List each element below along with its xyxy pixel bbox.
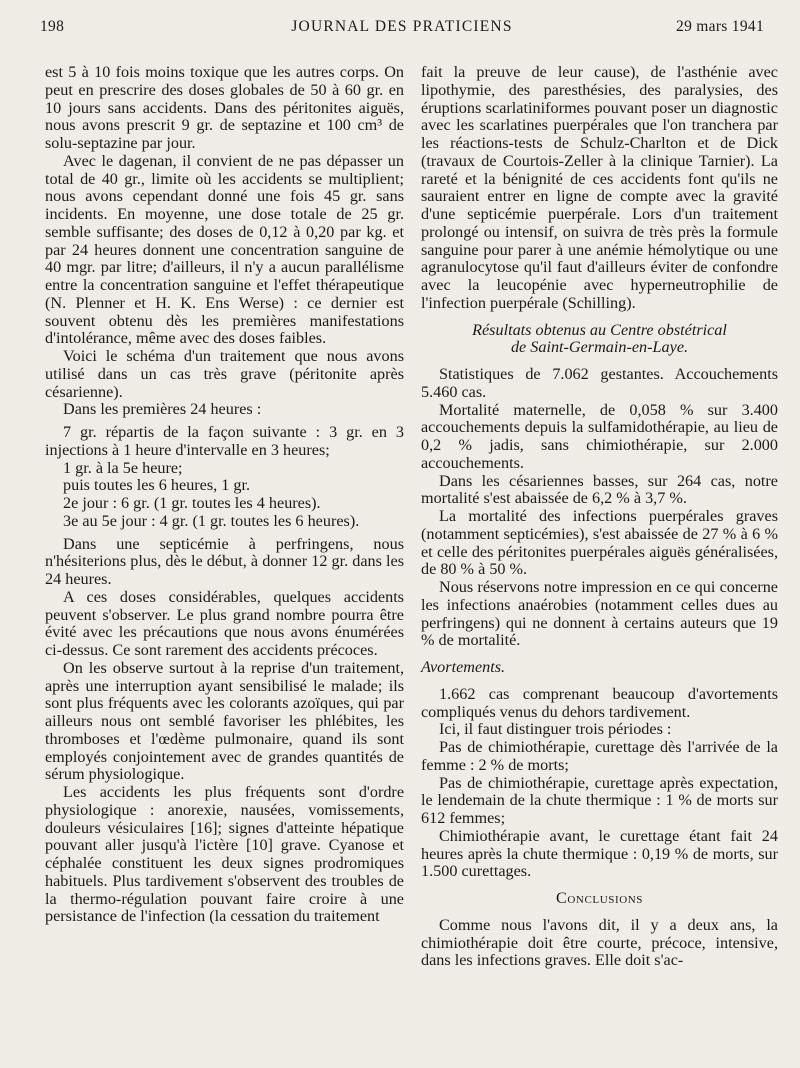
treatment-schedule	[45, 424, 404, 531]
section-heading-results: Résultats obtenus au Centre obstétrical	[472, 320, 727, 339]
paragraph: Pas de chimiothérapie, curettage dès l'arrivée de la femme : 2 % de morts;	[421, 738, 778, 774]
paragraph: A ces doses considérables, quelques accidents peuvent s'observer. Le plus grand nombre pourra être évité avec les précautions que nous avons énumérées ci-dessus. Ce sont rarement des accidents précoces.	[45, 587, 404, 659]
paragraph: Voici le schéma d'un traitement que nous avons utilisé dans un cas très grave (péritonite après césarienne).	[45, 347, 404, 401]
paragraph: Dans les césariennes basses, sur 264 cas, notre mortalité s'est abaissée de 6,2 % à 3,7 %.	[421, 471, 778, 508]
page-header	[40, 18, 764, 44]
paragraph: fait la preuve de leur cause), de l'asthénie avec lipothymie, des paresthésies, des paralysies, des éruptions scarlatiniformes pouvant poser un diagnostic avec les scarlatines puerpérales que l'on tranchera par les réactions-tests de Schulz-Charlton et de Dick (travaux de Courtois-Zeller à la clinique Tarnier). La rareté et la bénignité de ces accidents font qu'ils ne sauraient entrer en ligne de compte avec la gravité d'une septicémie puerpérale. Lors d'un traitement prolongé ou intensif, on suivra de très près la formule sanguine pour parer à une anémie hémolytique ou une agranulocytose qu'il faut d'ailleurs éviter de confondre avec la leucopénie avec hyperneutrophilie de l'infection puerpérale (Schilling).	[421, 63, 778, 312]
paragraph: La mortalité des infections puerpérales graves (notamment septicémies), s'est abaissée de 27 % à 6 % et celle des péritonites puerpérales aiguës généralisées, de 80 % à 50 %.	[421, 507, 778, 579]
paragraph: Dans les premières 24 heures :	[63, 400, 262, 419]
paragraph: Les accidents les plus fréquents sont d'ordre physiologique : anorexie, nausées, vomissements, douleurs vésiculaires [16]; signes d'atteinte hépatique pouvant aller jusqu'à l'ictère [10] grave. Cyanose et céphalée constituent les deux signes prodromiques habituels. Plus tardivement s'observent des troubles de la thermo-régulation pouvant faire croire à une persistance de l'infection (la cessation du traitement	[45, 783, 404, 926]
paragraph: Mortalité maternelle, de 0,058 % sur 3.400 accouchements depuis la sulfamidothérapie, au lieu de 0,2 % jadis, sans chimiothérapie, sur 2.000 accouchements.	[421, 400, 778, 472]
paragraph: Nous réservons notre impression en ce qui concerne les infections anaérobies (notamment celles dues au perfringens) qui ne donnent à certains auteurs que 19 % de mortalité.	[421, 578, 778, 650]
list-item: 2e jour : 6 gr. (1 gr. toutes les 4 heures).	[63, 494, 321, 512]
paragraph: Comme nous l'avons dit, il y a deux ans, la chimiothérapie doit être courte, précoce, intensive, dans les infections graves. Elle doit s'ac-	[421, 915, 778, 970]
paragraph: Dans une septicémie à perfringens, nous n'hésiterions plus, dès le début, à donner 12 gr. dans les 24 heures.	[45, 534, 404, 588]
list-item: puis toutes les 6 heures, 1 gr.	[63, 476, 251, 495]
section-heading-conclusions: Conclusions	[555, 889, 644, 907]
section-heading-abortions: Avortements.	[421, 658, 506, 676]
list-item: 1 gr. à la 5e heure;	[63, 458, 183, 477]
paragraph: Avec le dagenan, il convient de ne pas dépasser un total de 40 gr., limite où les accidents se multiplient; nous avons cependant donné une fois 45 gr. sans incidents. En moyenne, une dose totale de 25 gr. semble suffisante; des doses de 0,12 à 0,20 par kg. et par 24 heures donnent une concentration sanguine de 40 mgr. par litre; d'ailleurs, il n'y a aucun parallélisme entre la concentration sanguine et l'effet thérapeutique (N. Plenner et H. K. Ens Werse) : ce dernier est souvent obtenu dès les premières manifestations d'intolérance, même avec des doses faibles.	[45, 151, 404, 348]
issue-date: 29 mars 1941	[676, 18, 764, 35]
paragraph: Chimiothérapie avant, le curettage étant fait 24 heures après la chute thermique : 0,19 % de morts, sur 1.500 curettages.	[421, 826, 778, 881]
paragraph: est 5 à 10 fois moins toxique que les autres corps. On peut en prescrire des doses globales de 50 à 60 gr. en 10 jours sans accidents. Dans des péritonites aiguës, nous avons prescrit 9 gr. de septazine et 100 cm³ de solu-septazine par jour.	[45, 63, 404, 152]
paragraph: On les observe surtout à la reprise d'un traitement, après une interruption ayant sensibilisé le malade; ils sont plus fréquents avec les colorants azoïques, qui par ailleurs nous ont semblé favoriser les phlébites, les thromboses et l'œdème pulmonaire, quand ils sont employés conjointement avec de grandes quantités de sérum physiologique.	[45, 658, 404, 784]
list-item: 3e au 5e jour : 4 gr. (1 gr. toutes les 6 heures).	[63, 511, 360, 530]
page-number: 198	[40, 18, 65, 35]
paragraph: Pas de chimiothérapie, curettage après expectation, le lendemain de la chute thermique : 1 % de morts sur 612 femmes;	[421, 773, 778, 827]
left-column	[45, 64, 404, 926]
paragraph: Ici, il faut distinguer trois périodes :	[439, 720, 672, 739]
journal-title: JOURNAL DES PRATICIENS	[291, 18, 513, 35]
paragraph: 1.662 cas comprenant beaucoup d'avortements compliqués venus du dehors tardivement.	[421, 684, 778, 721]
right-column	[421, 64, 778, 970]
list-item: 7 gr. répartis de la façon suivante : 3 gr. en 3 injections à 1 heure d'intervalle en 3 heures;	[45, 423, 404, 459]
section-heading-results-line2: de Saint-Germain-en-Laye.	[510, 338, 689, 357]
paragraph: Statistiques de 7.062 gestantes. Accouchements 5.460 cas.	[421, 365, 778, 401]
